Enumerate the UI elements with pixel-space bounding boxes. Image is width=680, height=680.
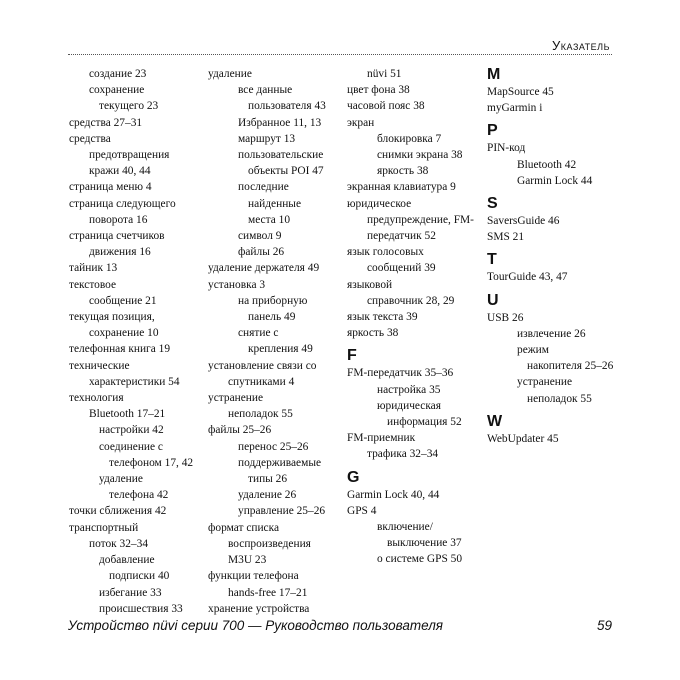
index-entry: часовой пояс 38 [347, 100, 425, 113]
index-entry: телефона 42 [109, 489, 169, 502]
index-entry: добавление [99, 554, 155, 567]
index-entry: блокировка 7 [377, 132, 442, 145]
index-entry: юридическая [377, 399, 441, 412]
index-entry: язык голосовых [347, 246, 424, 259]
index-entry: FM-приемник [347, 432, 416, 445]
index-entry: на приборную [238, 294, 308, 307]
index-entry: GPS 4 [347, 504, 377, 517]
index-entry: информация 52 [387, 416, 462, 429]
index-section-letter: M [487, 66, 501, 83]
index-entry: страница счетчиков [69, 230, 165, 243]
index-entry: накопителя 25–26 [527, 360, 614, 373]
index-entry: телефонная книга 19 [69, 343, 171, 356]
index-entry: технология [69, 392, 124, 405]
index-entry: цвет фона 38 [347, 84, 410, 97]
index-entry: средства [69, 132, 111, 145]
index-entry: устранение [517, 376, 573, 389]
index-section-letter: G [347, 468, 360, 486]
index-entry: TourGuide 43, 47 [487, 271, 568, 284]
index-entry: предупреждение, FM- [367, 213, 474, 226]
index-entry: о системе GPS 50 [377, 553, 463, 566]
index-entry: PIN-код [487, 142, 526, 155]
index-entry: экран [347, 116, 375, 129]
index-entry: SaversGuide 46 [487, 215, 560, 228]
index-entry: FM-передатчик 35–36 [347, 367, 454, 380]
index-column-2 [208, 66, 348, 617]
index-entry: Bluetooth 42 [517, 158, 577, 171]
index-entry: неполадок 55 [228, 408, 293, 421]
header-dotted-rule [68, 54, 612, 55]
index-entry: тайник 13 [69, 262, 118, 275]
index-entry: страница следующего [69, 197, 176, 210]
index-section-letter: S [487, 195, 498, 213]
index-entry: воспроизведения [228, 537, 311, 550]
index-entry: текущая позиция, [69, 311, 155, 324]
index-entry: происшествия 33 [99, 602, 183, 615]
index-entry: все данные [238, 84, 293, 97]
index-entry: трафика 32–34 [367, 448, 439, 461]
index-entry: Garmin Lock 40, 44 [347, 488, 440, 501]
index-entry: экранная клавиатура 9 [347, 181, 456, 194]
index-entry: создание 23 [89, 68, 147, 80]
index-column-1 [69, 66, 204, 617]
index-entry: SMS 21 [487, 231, 525, 244]
index-entry: справочник 28, 29 [367, 294, 455, 307]
index-entry: крепления 49 [248, 343, 313, 356]
index-entry: текущего 23 [99, 100, 159, 113]
index-entry: снимки экрана 38 [377, 149, 463, 162]
index-entry: маршрут 13 [238, 132, 296, 145]
index-entry: языковой [347, 278, 393, 291]
index-entry: режим [517, 344, 549, 357]
index-entry: хранение устройства [208, 602, 310, 615]
index-column-4 [487, 66, 627, 447]
index-entry: файлы 26 [238, 246, 285, 259]
index-entry: USB 26 [487, 311, 524, 324]
index-entry: предотвращения [89, 149, 170, 162]
index-entry: перенос 25–26 [238, 440, 309, 453]
footer-manual-title: Устройство nüvi серии 700 — Руководство пользователя [68, 618, 444, 633]
index-entry: Избранное 11, 13 [238, 116, 322, 129]
index-entry: характеристики 54 [89, 375, 180, 388]
index-entry: передатчик 52 [367, 230, 436, 243]
index-entry: объекты POI 47 [248, 165, 324, 178]
index-entry: соединение с [99, 440, 163, 453]
index-entry: телефоном 17, 42 [109, 456, 194, 469]
index-entry: сохранение [89, 84, 145, 97]
index-column-3 [347, 66, 487, 568]
index-entry: яркость 38 [377, 165, 429, 178]
index-entry: устранение [208, 392, 264, 405]
index-entry: извлечение 26 [517, 327, 586, 340]
index-entry: настройки 42 [99, 424, 164, 437]
index-entry: WebUpdater 45 [487, 432, 559, 445]
index-entry: функции телефона [208, 570, 299, 583]
index-entry: сообщений 39 [367, 262, 436, 275]
index-entry: удаление [208, 68, 252, 80]
index-entry: настройка 35 [377, 383, 441, 396]
index-entry: места 10 [248, 213, 291, 226]
index-entry: юридическое [347, 197, 412, 210]
index-entry: движения 16 [89, 246, 151, 259]
index-entry: сообщение 21 [89, 294, 157, 307]
index-entry: яркость 38 [347, 327, 399, 340]
index-entry: пользовательские [238, 149, 324, 162]
page-header-title: Указатель [552, 38, 610, 53]
index-entry: поворота 16 [89, 213, 148, 226]
index-section-letter: P [487, 122, 498, 140]
index-entry: файлы 25–26 [208, 424, 272, 437]
index-entry: MapSource 45 [487, 86, 554, 98]
index-entry: Garmin Lock 44 [517, 174, 593, 187]
index-entry: M3U 23 [228, 554, 267, 567]
index-entry: управление 25–26 [238, 505, 326, 518]
index-entry: средства 27–31 [69, 116, 143, 129]
index-entry: спутниками 4 [228, 375, 295, 388]
index-entry: найденные [248, 197, 301, 210]
index-entry: типы 26 [248, 473, 288, 486]
index-section-letter: U [487, 291, 499, 309]
index-entry: myGarmin i [487, 102, 543, 115]
index-entry: неполадок 55 [527, 392, 592, 405]
index-entry: сохранение 10 [89, 327, 159, 340]
index-entry: язык текста 39 [347, 311, 418, 324]
index-entry: пользователя 43 [248, 100, 326, 113]
index-entry: символ 9 [238, 230, 282, 243]
index-entry: формат списка [208, 521, 280, 534]
index-section-letter: W [487, 412, 503, 430]
index-entry: установление связи со [208, 359, 317, 372]
index-entry: поток 32–34 [89, 537, 149, 550]
index-entry: включение/ [377, 521, 433, 534]
page-number: 59 [596, 618, 612, 633]
index-entry: страница меню 4 [69, 181, 152, 194]
index-entry: поддерживаемые [238, 456, 322, 469]
index-entry: удаление [99, 473, 143, 486]
index-entry: снятие с [238, 327, 279, 340]
index-section-letter: F [347, 347, 357, 365]
index-entry: избегание 33 [99, 586, 162, 599]
index-entry: удаление 26 [238, 489, 297, 502]
index-entry: панель 49 [248, 311, 296, 324]
index-entry: последние [238, 181, 289, 194]
index-entry: удаление держателя 49 [208, 262, 320, 275]
index-section-letter: T [487, 251, 497, 269]
index-entry: подписки 40 [109, 570, 170, 583]
index-entry: кражи 40, 44 [89, 165, 151, 178]
index-entry: установка 3 [208, 278, 266, 291]
index-entry: hands-free 17–21 [228, 586, 308, 599]
index-entry: текстовое [69, 278, 117, 291]
index-entry: nüvi 51 [367, 68, 402, 80]
index-entry: транспортный [69, 521, 139, 534]
index-entry: точки сближения 42 [69, 505, 167, 518]
index-entry: выключение 37 [387, 537, 462, 550]
index-entry: Bluetooth 17–21 [89, 408, 166, 421]
index-entry: технические [69, 359, 130, 372]
